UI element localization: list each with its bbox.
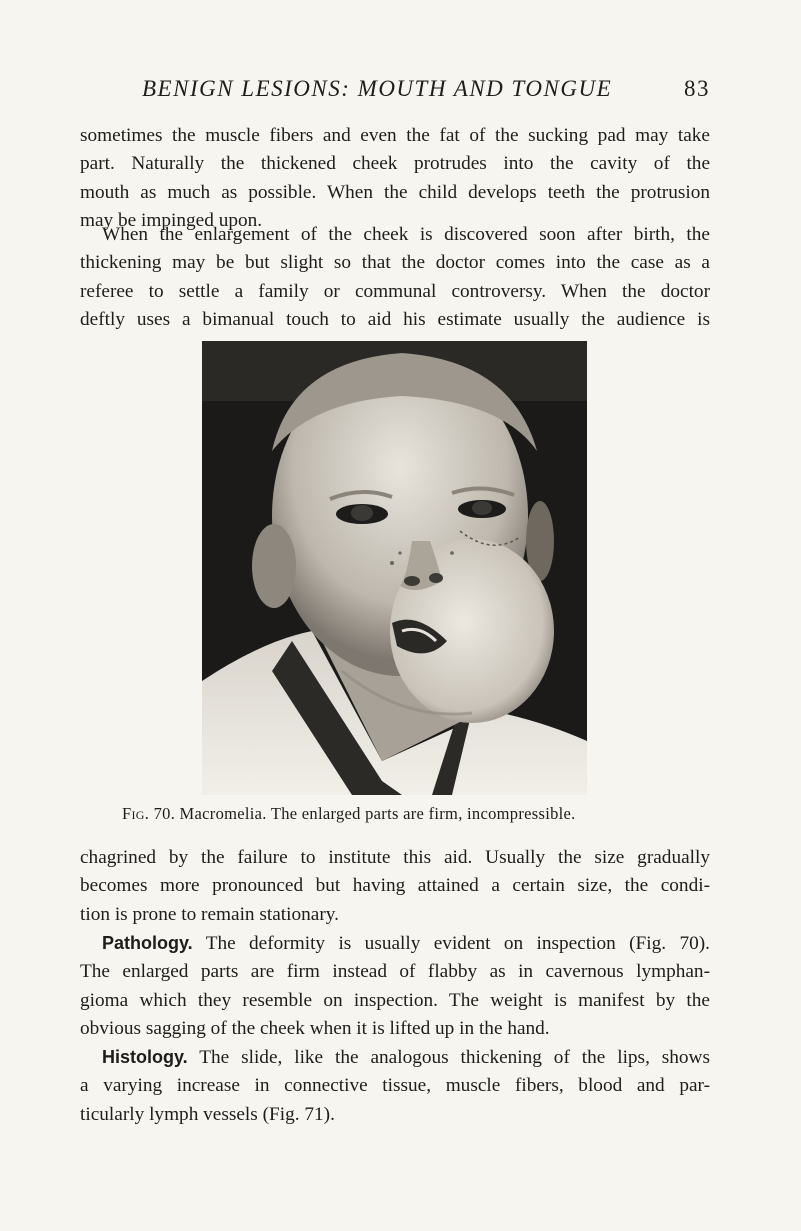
text-line: chagrined by the failure to institute this aid. Usually the size gradually [80, 847, 710, 868]
text-run: The slide, like the analogous thickening of the lips, shows [187, 1047, 710, 1068]
paragraph-pathology [80, 929, 710, 1043]
text-line: may be impinged upon. [80, 209, 263, 231]
text-line: thickening may be but slight so that the doctor comes into the case as a [80, 252, 710, 274]
child-portrait-photo [202, 341, 587, 795]
text-line: sometimes the muscle fibers and even the fat of the sucking pad may take [80, 125, 710, 146]
figure-photograph [202, 341, 587, 795]
figure-label: Fig. 70. [122, 804, 176, 823]
text-line: gioma which they resemble on inspection. The weight is manifest by the [80, 989, 710, 1011]
text-line: mouth as much as possible. When the child develops teeth the protrusion [80, 181, 710, 203]
text-line: deftly uses a bimanual touch to aid his estimate usually the audience is [80, 308, 710, 330]
text-line: tion is prone to remain stationary. [80, 903, 339, 925]
text-line: becomes more pronounced but having attained a certain size, the condi- [80, 875, 710, 897]
text-line [80, 929, 710, 958]
pathology-heading: Pathology. [102, 933, 193, 953]
running-head [142, 76, 710, 106]
text-line: part. Naturally the thickened cheek protrudes into the cavity of the [80, 153, 710, 175]
figure-caption-text: Macromelia. The enlarged parts are firm, incompressible. [175, 804, 576, 823]
paragraph-2 [80, 221, 710, 334]
text-line: obvious sagging of the cheek when it is lifted up in the hand. [80, 1017, 550, 1039]
paragraph-1 [80, 122, 710, 235]
text-run: The deformity is usually evident on inspection (Fig. 70). [192, 933, 710, 954]
text-line: The enlarged parts are firm instead of flabby as in cavernous lymphan- [80, 961, 710, 983]
figure-caption [122, 804, 682, 824]
histology-heading: Histology. [102, 1047, 188, 1067]
running-title: BENIGN LESIONS: MOUTH AND TONGUE [142, 76, 613, 101]
paragraph-3 [80, 844, 710, 929]
text-line: When the enlargement of the cheek is discovered soon after birth, the [102, 224, 710, 245]
text-line: ticularly lymph vessels (Fig. 71). [80, 1103, 335, 1125]
paragraph-histology [80, 1043, 710, 1129]
text-line [80, 1043, 710, 1072]
text-line: referee to settle a family or communal controversy. When the doctor [80, 280, 710, 302]
text-line: a varying increase in connective tissue, muscle fibers, blood and par- [80, 1075, 710, 1097]
page-number: 83 [684, 76, 710, 101]
